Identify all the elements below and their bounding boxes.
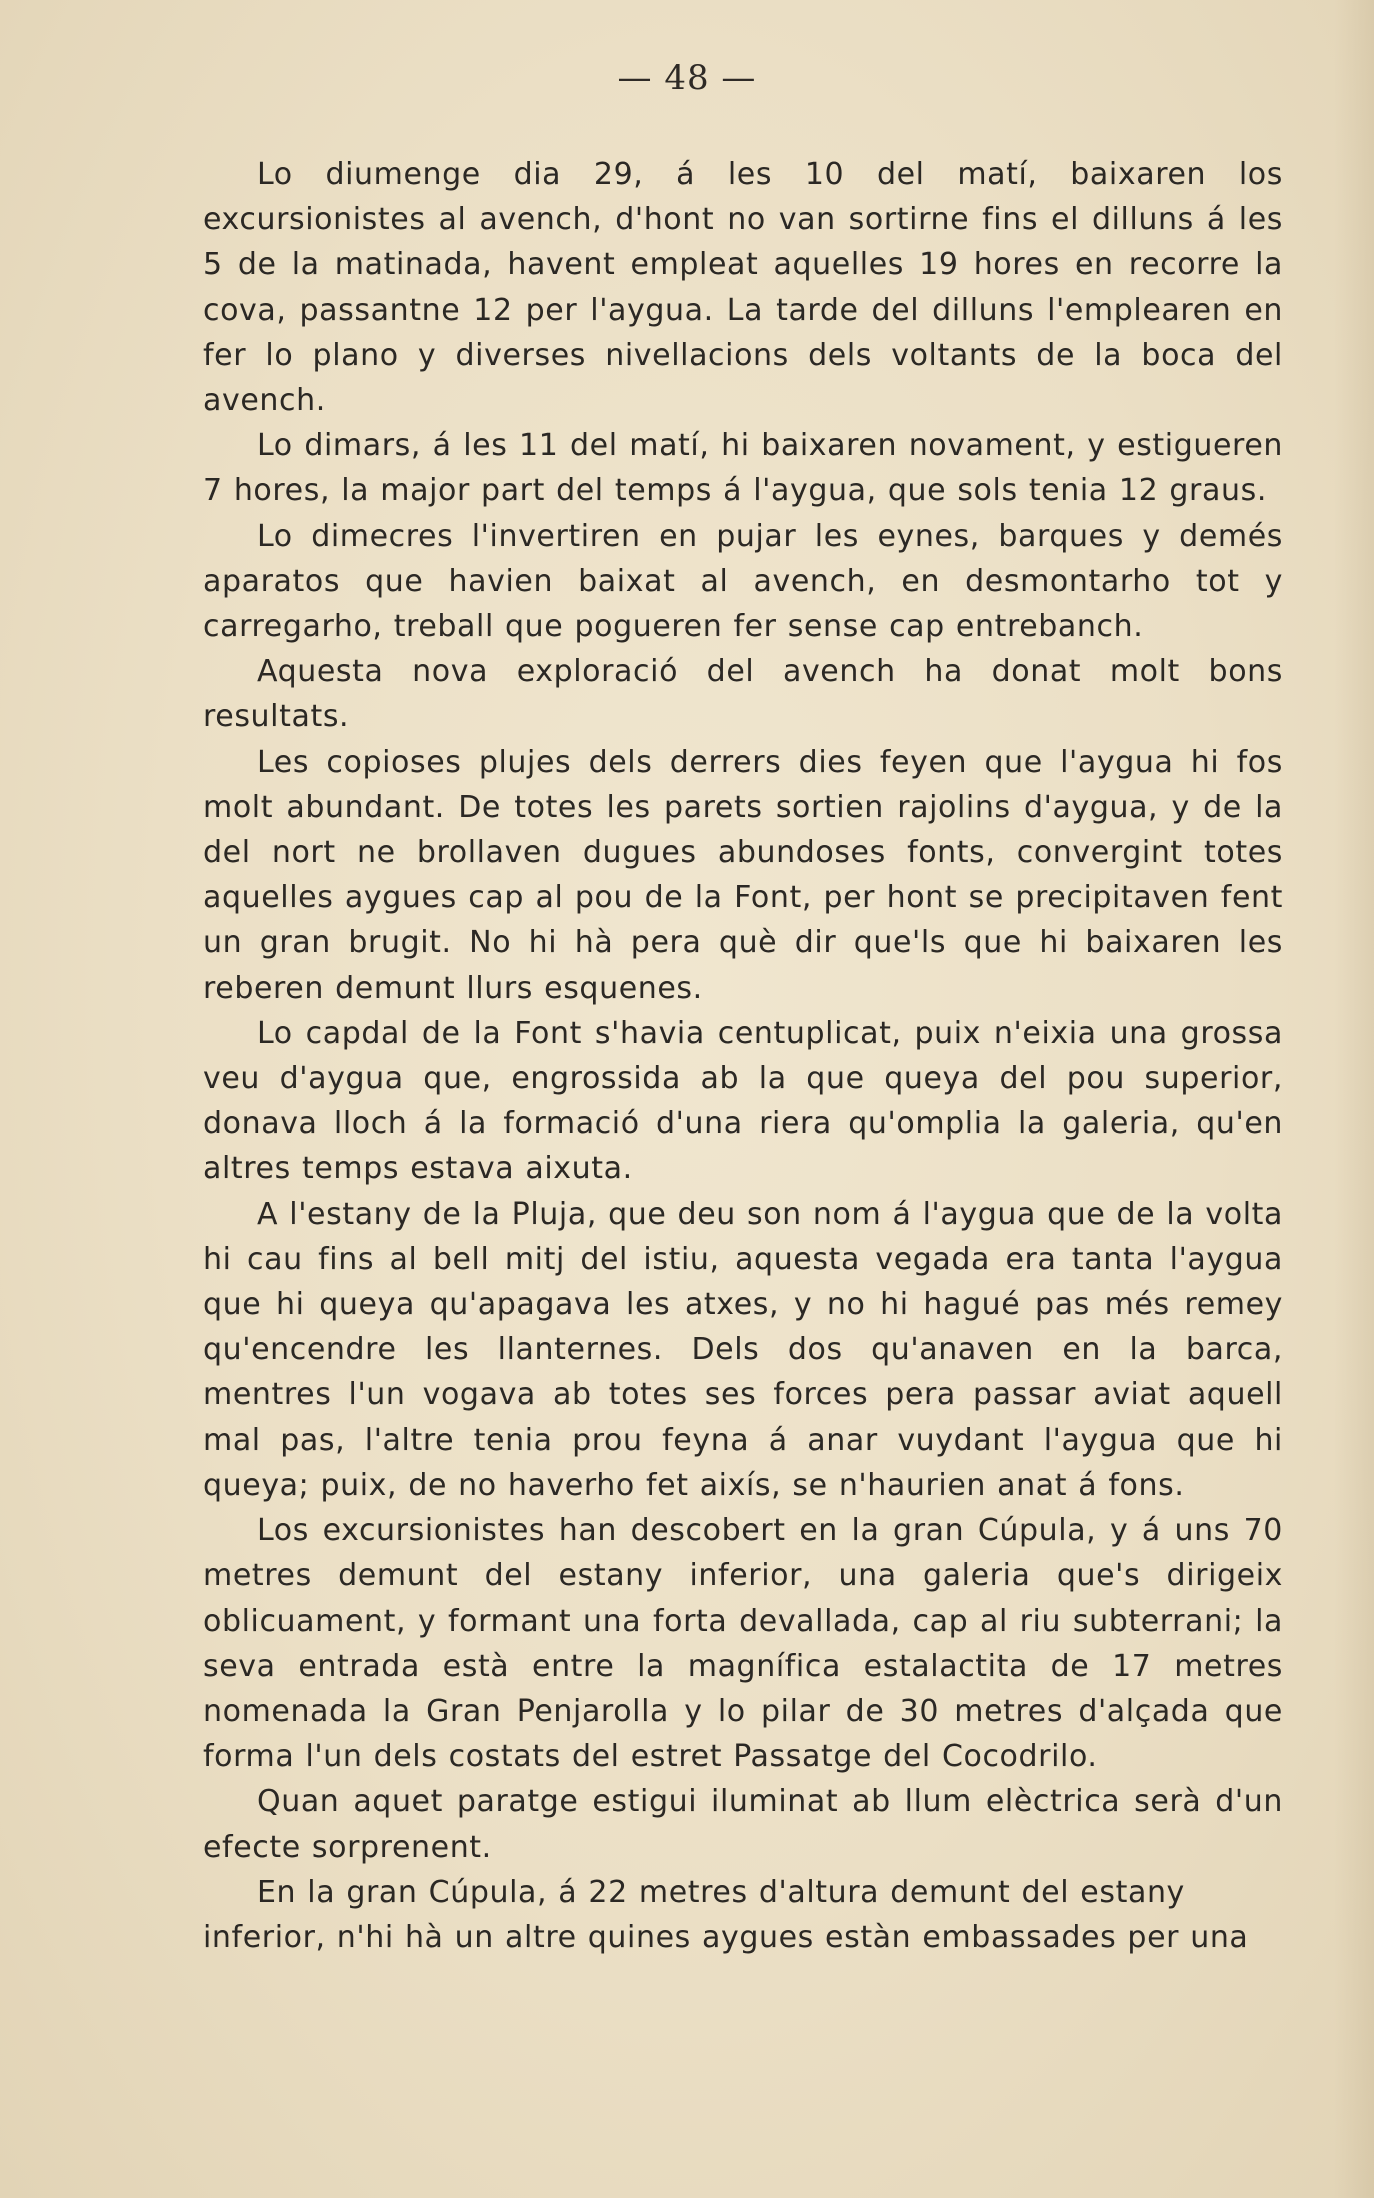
page-number: — 48 — — [617, 58, 757, 98]
paragraph: Los excursionistes han descobert en la gran Cúpula, y á uns 70 metres demunt del estany inferior, una galeria que's dirigeix oblicuament, y formant una forta devallada, cap al riu subterrani; la seva entrada està entre la magnífica estalactita de 17 metres nomenada la Gran Penjarolla y lo pilar de 30 metres d'alçada que forma l'un dels costats del estret Passatge del Cocodrilo. — [203, 1513, 1283, 1775]
paragraph: Lo diumenge dia 29, á les 10 del matí, baixaren los excursionistes al avench, d'hont no van sortirne fins el dilluns á les 5 de la matinada, havent empleat aquelles 19 hores en recorre la cova, passantne 12 per l'aygua. La tarde del dilluns l'emplearen en fer lo plano y diverses nivellacions dels voltants de la boca del avench. — [203, 157, 1283, 419]
paragraph: A l'estany de la Pluja, que deu son nom á l'aygua que de la volta hi cau fins al bell mitj del istiu, aquesta vegada era tanta l'aygua que hi queya qu'apagava les atxes, y no hi hagué pas més remey qu'encendre les llanternes. Dels dos qu'anaven en la barca, mentres l'un vogava ab totes ses forces pera passar aviat aquell mal pas, l'altre tenia prou feyna á anar vuydant l'aygua que hi queya; puix, de no haverho fet aixís, se n'haurien anat á fons. — [203, 1196, 1284, 1503]
paragraph: Lo capdal de la Font s'havia centuplicat, puix n'eixia una grossa veu d'aygua que, engrossida ab la que queya del pou superior, donava lloch á la formació d'una riera qu'omplia la galeria, qu'en altres temps estava aixuta. — [203, 1015, 1283, 1187]
paragraph: En la gran Cúpula, á 22 metres d'altura demunt del estany inferior, n'hi hà un altre quines aygues estàn embassades per una — [203, 1874, 1249, 1955]
paragraph: Les copioses plujes dels derrers dies feyen que l'aygua hi fos molt abundant. De totes les parets sortien rajolins d'aygua, y de la del nort ne brollaven dugues abundoses fonts, convergint totes aquelles aygues cap al pou de la Font, per hont se precipitaven fent un gran brugit. No hi hà pera què dir que'ls que hi baixaren les reberen demunt llurs esquenes. — [203, 744, 1283, 1006]
paragraph: Lo dimars, á les 11 del matí, hi baixaren novament, y estigueren 7 hores, la major part del temps á l'aygua, que sols tenia 12 graus. — [203, 428, 1283, 509]
paragraph: Aquesta nova exploració del avench ha donat molt bons resultats. — [203, 654, 1283, 735]
paragraph: Lo dimecres l'invertiren en pujar les eynes, barques y demés aparatos que havien baixat al avench, en desmontarho tot y carregarho, treball que pogueren fer sense cap entrebanch. — [203, 518, 1283, 645]
body-text — [203, 152, 1283, 1960]
page-edge-shadow — [1334, 0, 1374, 2198]
paragraph: Quan aquet paratge estigui iluminat ab llum elèctrica serà d'un efecte sorprenent. — [203, 1784, 1283, 1865]
